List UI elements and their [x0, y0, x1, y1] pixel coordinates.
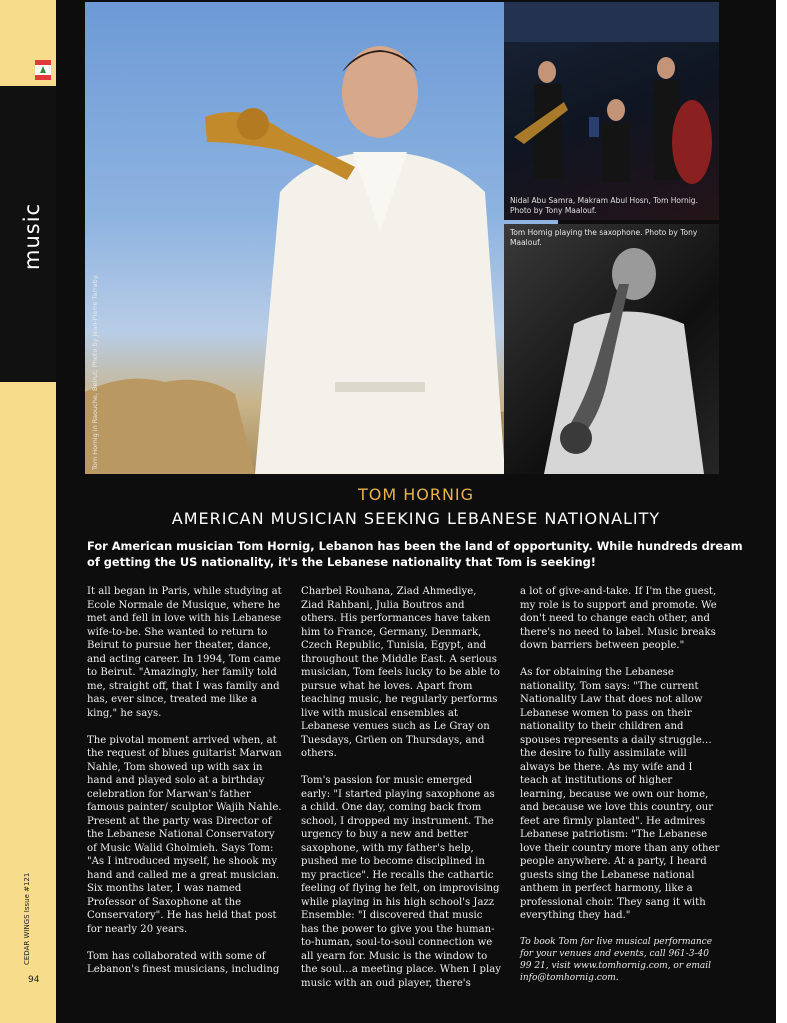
- article-column-2: [301, 585, 501, 1004]
- article-title: TOM HORNIG: [357, 485, 475, 504]
- paragraph: It all began in Paris, while studying at Ecole Normale de Musique, where he met and fell in love with his Lebanese wife-to-be. She wanted to return to Beirut to pursue her theater, dance, and acting career. In 1994, Tom came to Beirut. "Amazingly, her family told me, straight off, that I was family and has, ever since, treated me like a king," he says.: [87, 586, 282, 719]
- issue-label: CEDAR WINGS Issue #121: [23, 872, 31, 965]
- trio-photo-caption: Nidal Abu Samra, Makram Abul Hosn, Tom Hornig. Photo by Tony Maalouf.: [510, 196, 698, 215]
- sax-photo-caption: Tom Hornig playing the saxophone. Photo by Tony Maalouf.: [510, 228, 698, 247]
- paragraph: Tom's passion for music emerged early: "I started playing saxophone as a child. One day, coming back from school, I dropped my instrument. The urgency to buy a new and better saxophone, with my father's help, pushed me to become disciplined in my practice". He recalls the cathartic feeling of flying he felt, on improvising while playing in his high school's Jazz Ensemble: "I discovered that music has the power to give you the human-to-human, soul-to-soul connection we all yearn for. Music is the window to the soul…a meeting place. When I play music with an oud player, there's: [301, 775, 501, 989]
- trio-illustration: [504, 2, 719, 220]
- page-number: 94: [28, 975, 40, 985]
- trio-photo: [504, 2, 719, 220]
- paragraph: Tom has collaborated with some of Lebanon's finest musicians, including: [87, 950, 280, 975]
- article-column-3: [520, 585, 720, 998]
- article-column-1: [87, 585, 287, 990]
- article-subtitle: AMERICAN MUSICIAN SEEKING LEBANESE NATIONALITY: [171, 509, 661, 528]
- saxophonist-illustration: [504, 224, 719, 474]
- article-area: [56, 0, 776, 1023]
- paragraph: The pivotal moment arrived when, at the request of blues guitarist Marwan Nahle, Tom showed up with sax in hand and played solo at a birthday celebration for Marwan's father famous painter/ sculptor Wajih Nahle. Present at the party was Director of the Lebanese National Conservatory of Music Walid Gholmieh. Says Tom: "As I introduced myself, he shook my hand and called me a great musician. Six months later, I was named Professor of Saxophone at the Conservatory". He has held that post for nearly 20 years.: [87, 734, 282, 935]
- booking-note: To book Tom for live musical performance for your venues and events, call 961-3-40 99 21, visit www.tomhornig.com, or email info@tomhornig.com.: [520, 937, 713, 983]
- lebanese-flag-icon: [35, 60, 51, 80]
- article-intro: For American musician Tom Hornig, Lebanon has been the land of opportunity. While hundreds dream of getting the US nationality, it's the Lebanese nationality that Tom is seeking!: [87, 539, 743, 569]
- main-photo-caption: Tom Hornig in Raouche, Beirut. Photo by Jean-Pierre Tarraby.: [91, 274, 99, 470]
- section-label: music: [20, 202, 44, 270]
- paragraph: a lot of give-and-take. If I'm the guest, my role is to support and promote. We don't need to change each other, and there's no need to label. Music breaks down barriers between people.": [520, 586, 717, 651]
- paragraph: Charbel Rouhana, Ziad Ahmediye, Ziad Rahbani, Julia Boutros and others. His performances have taken him to France, Germany, Denmark, Czech Republic, Tunisia, Egypt, and throughout the Middle East. A serious musician, Tom feels lucky to be able to pursue what he loves. Apart from teaching music, he regularly performs live with musical ensembles at Lebanese venues such as Le Gray on Tuesdays, Grüen on Thursdays, and others.: [301, 586, 500, 759]
- main-photo: [85, 2, 558, 474]
- sax-photo: [504, 224, 719, 474]
- musician-portrait-illustration: [85, 2, 558, 474]
- paragraph: As for obtaining the Lebanese nationality, Tom says: "The current Nationality Law that does not allow Lebanese women to pass on their nationality to their children and spouses represents a daily struggle…the desire to fully assimilate will always be there. As my wife and I teach at institutions of higher learning, because we own our home, and because we love this country, our feet are firmly planted". He admires Lebanese patriotism: "The Lebanese love their country more than any other people anywhere. At a party, I heard guests sing the Lebanese national anthem in perfect harmony, like a professional choir. They sang it with everything they had.": [520, 667, 720, 921]
